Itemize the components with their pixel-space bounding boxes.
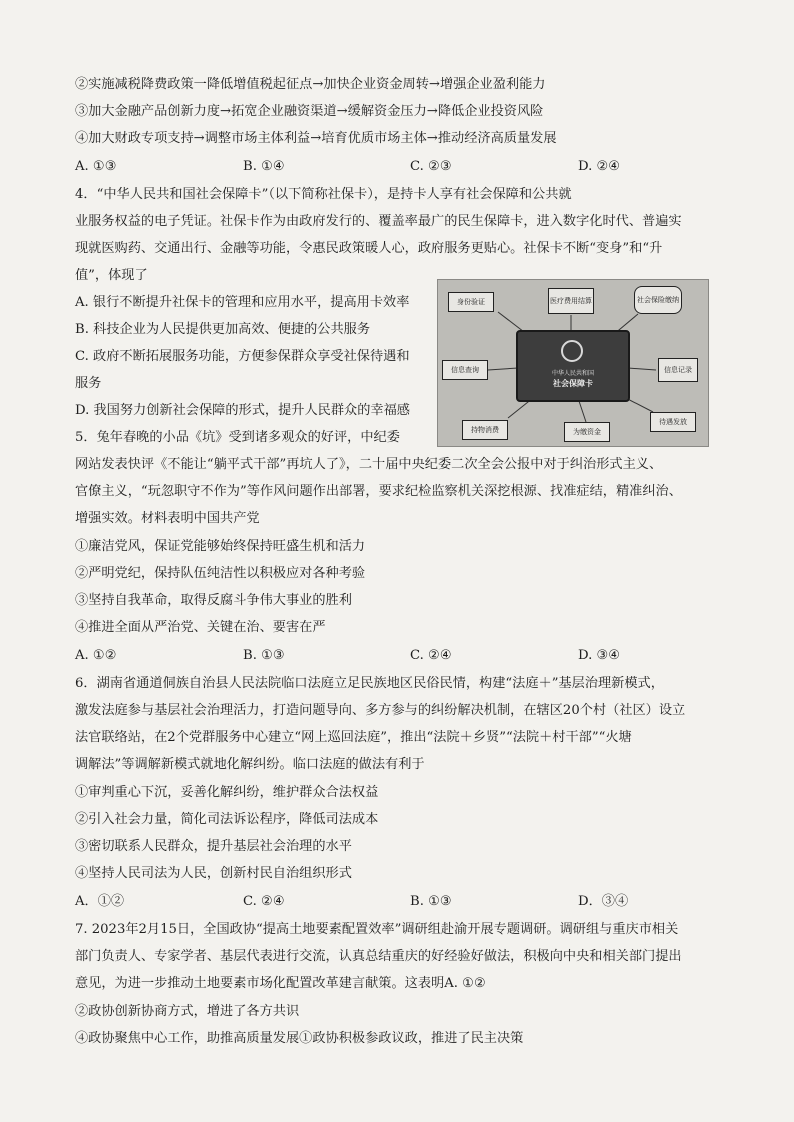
q7-stem-line-3: 意见，为进一步推动土地要素市场化配置改革建言献策。这表明A. ①② [75, 976, 486, 991]
q3-item-4: ④加大财政专项支持→调整市场主体利益→培育优质市场主体→推动经济高质量发展 [75, 131, 557, 146]
q7-stem-line-1: 7. 2023年2月15日，全国政协“提高土地要素配置效率”调研组赴渝开展专题调研。调研组与重庆市相关 [75, 922, 679, 937]
q5-item-2: ②严明党纪，保持队伍纯洁性以积极应对各种考验 [75, 566, 366, 581]
q7-item-2: ②政协创新协商方式，增进了各方共识 [75, 1004, 300, 1019]
q3-option-b: B. ①④ [243, 159, 285, 174]
q5-item-4: ④推进全面从严治党、关键在治、要害在严 [75, 620, 326, 635]
q5-stem-line-4: 增强实效。材料表明中国共产党 [75, 511, 260, 526]
q6-stem-line-4: 调解法”等调解新模式就地化解纠纷。临口法庭的做法有利于 [75, 757, 425, 772]
consumption-box: 持物消费 [462, 420, 508, 440]
benefit-payment-box: 待遇发放 [650, 412, 696, 432]
q4-stem-line-1: 4．“中华人民共和国社会保障卡”（以下简称社保卡），是持卡人享有社会保障和公共就 [75, 187, 572, 202]
q5-option-a: A. ①② [75, 648, 117, 663]
funds-box: 为缴资金 [564, 422, 610, 442]
q6-stem-line-2: 激发法庭参与基层社会治理活力，打造问题导向、多方参与的纠纷解决机制，在辖区20个村（社区）设立 [75, 703, 686, 718]
q5-option-d: D. ③④ [578, 648, 621, 663]
info-query-box: 信息查询 [442, 360, 488, 380]
q3-option-d: D. ②④ [578, 159, 621, 174]
q6-stem-line-3: 法官联络站，在2个党群服务中心建立“网上巡回法庭”，推出“法院＋乡贤”“法院＋村干部”“火塘 [75, 730, 632, 745]
social-security-card-figure [437, 279, 709, 447]
q5-stem-line-2: 网站发表快评《不能让“躺平式干部”再坑人了》，二十届中央纪委二次全会公报中对于纠治形式主义、 [75, 457, 663, 472]
q4-option-b: B. 科技企业为人民提供更加高效、便捷的公共服务 [75, 322, 371, 337]
q6-item-4: ④坚持人民司法为人民，创新村民自治组织形式 [75, 866, 352, 881]
national-emblem-icon [561, 340, 583, 362]
q5-item-3: ③坚持自我革命，取得反腐斗争伟大事业的胜利 [75, 593, 352, 608]
social-security-card [516, 330, 630, 402]
q4-option-c: C. 政府不断拓展服务功能，方便参保群众享受社保待遇和 [75, 349, 410, 364]
q4-stem-line-2: 业服务权益的电子凭证。社保卡作为由政府发行的、覆盖率最广的民生保障卡，进入数字化时代、普遍实 [75, 214, 682, 229]
card-title-text: 社会保障卡 [553, 379, 593, 388]
q6-item-1: ①审判重心下沉，妥善化解纠纷，维护群众合法权益 [75, 785, 379, 800]
q5-option-b: B. ①③ [243, 648, 285, 663]
identity-verification-box: 身份验证 [448, 292, 494, 312]
q6-option-a: A．①② [75, 894, 125, 909]
card-issuer-text: 中华人民共和国 [551, 370, 594, 377]
q5-stem-line-3: 官僚主义，“玩忽职守不作为”等作风问题作出部署，要求纪检监察机关深挖根源、找准症结，精准纠治、 [75, 484, 682, 499]
q5-stem-line-1: 5．兔年春晚的小品《坑》受到诸多观众的好评，中纪委 [75, 430, 400, 445]
info-record-box: 信息记录 [658, 358, 698, 382]
q3-option-c: C. ②③ [410, 159, 452, 174]
q4-stem-line-4: 值”，体现了 [75, 268, 148, 283]
q7-stem-line-2: 部门负责人、专家学者、基层代表进行交流，认真总结重庆的好经验好做法，积极向中央和相关部门提出 [75, 949, 682, 964]
q6-option-c: C. ②④ [243, 894, 285, 909]
q6-option-b: B. ①③ [410, 894, 452, 909]
q3-item-2: ②实施减税降费政策一降低增值税起征点→加快企业资金周转→增强企业盈利能力 [75, 77, 546, 92]
q5-item-1: ①廉洁党风，保证党能够始终保持旺盛生机和活力 [75, 539, 366, 554]
q6-item-3: ③密切联系人民群众，提升基层社会治理的水平 [75, 839, 352, 854]
q6-option-d: D．③④ [578, 894, 629, 909]
social-insurance-payment-box: 社会保险缴纳 [634, 286, 682, 314]
q6-stem-line-1: 6．湖南省通道侗族自治县人民法院临口法庭立足民族地区民俗民情，构建“法庭＋”基层治理新模式， [75, 676, 664, 691]
q5-option-c: C. ②④ [410, 648, 452, 663]
q4-option-d: D. 我国努力创新社会保障的形式，提升人民群众的幸福感 [75, 403, 410, 418]
q4-option-c-cont: 服务 [75, 376, 102, 391]
q6-item-2: ②引入社会力量，简化司法诉讼程序，降低司法成本 [75, 812, 379, 827]
q3-item-3: ③加大金融产品创新力度→拓宽企业融资渠道→缓解资金压力→降低企业投资风险 [75, 104, 544, 119]
medical-settlement-box: 医疗费用结算 [548, 288, 594, 314]
q4-stem-line-3: 现就医购药、交通出行、金融等功能，令惠民政策暖人心，政府服务更贴心。社保卡不断“变身”和“升 [75, 241, 663, 256]
q7-item-4: ④政协聚焦中心工作，助推高质量发展①政协积极参政议政，推进了民主决策 [75, 1031, 524, 1046]
q4-option-a: A. 银行不断提升社保卡的管理和应用水平，提高用卡效率 [75, 295, 410, 310]
q3-option-a: A. ①③ [75, 159, 117, 174]
